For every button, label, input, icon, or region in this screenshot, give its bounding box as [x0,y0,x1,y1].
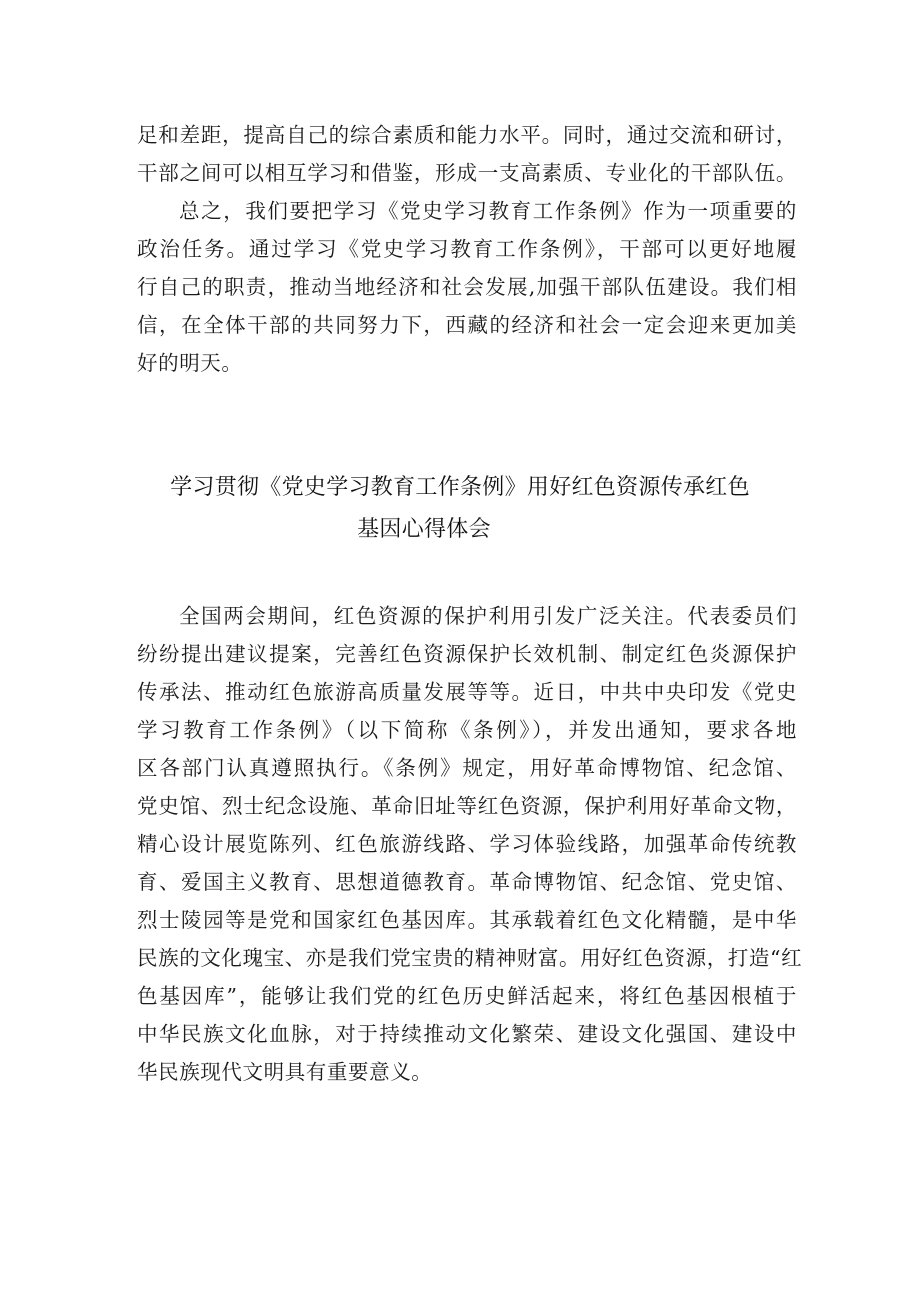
text-line: 烈士陵园等是党和国家红色基因库。其承载着红色文化精髓，是中华 [137,908,797,932]
text-line: 行自己的职责，推动当地经济和社会发展,加强干部队伍建设。我们相 [137,275,797,299]
text-line: 足和差距，提高自己的综合素质和能力水平。同时，通过交流和研讨， [137,123,797,147]
text-line: 中华民族文化血脉，对于持续推动文化繁荣、建设文化强国、建设中 [137,1022,797,1046]
article-title-line-1: 学习贯彻《党史学习教育工作条例》用好红色资源传承红色 [170,475,750,500]
article-title-line-2: 基因心得体会 [357,517,491,542]
text-line: 精心设计展览陈列、红色旅游线路、学习体验线路，加强革命传统教 [137,832,797,856]
text-line: 党史馆、烈士纪念设施、革命旧址等红色资源，保护利用好革命文物， [137,794,797,818]
text-line: 好的明天。 [137,351,243,375]
text-line: 区各部门认真遵照执行。《条例》规定，用好革命博物馆、纪念馆、 [137,756,797,780]
text-line: 华民族现代文明具有重要意义。 [137,1060,433,1084]
text-line: 育、爱国主义教育、思想道德教育。革命博物馆、纪念馆、党史馆、 [137,870,797,894]
text-line: 色基因库”，能够让我们党的红色历史鲜活起来，将红色基因根植于 [137,984,797,1008]
text-line: 政治任务。通过学习《党史学习教育工作条例》，干部可以更好地履 [137,237,797,261]
text-line: 纷纷提出建议提案，完善红色资源保护长效机制、制定红色炎源保护 [137,642,797,666]
text-line: 全国两会期间，红色资源的保护利用引发广泛关注。代表委员们 [179,604,797,628]
paragraph-conclusion [137,116,797,382]
text-line: 干部之间可以相互学习和借鉴，形成一支高素质、专业化的干部队伍。 [137,161,797,185]
text-line: 学习教育工作条例》（以下简称《条例》），并发出通知，要求各地 [137,718,797,742]
text-line: 信，在全体干部的共同努力下，西藏的经济和社会一定会迎来更加美 [137,313,797,337]
text-line: 总之，我们要把学习《党史学习教育工作条例》作为一项重要的 [179,199,797,223]
text-line: 传承法、推动红色旅游高质量发展等等。近日，中共中央印发《党史 [137,680,797,704]
paragraph-body [137,597,803,1091]
text-line: 民族的文化瑰宝、亦是我们党宝贵的精神财富。用好红色资源，打造“红 [137,946,803,970]
